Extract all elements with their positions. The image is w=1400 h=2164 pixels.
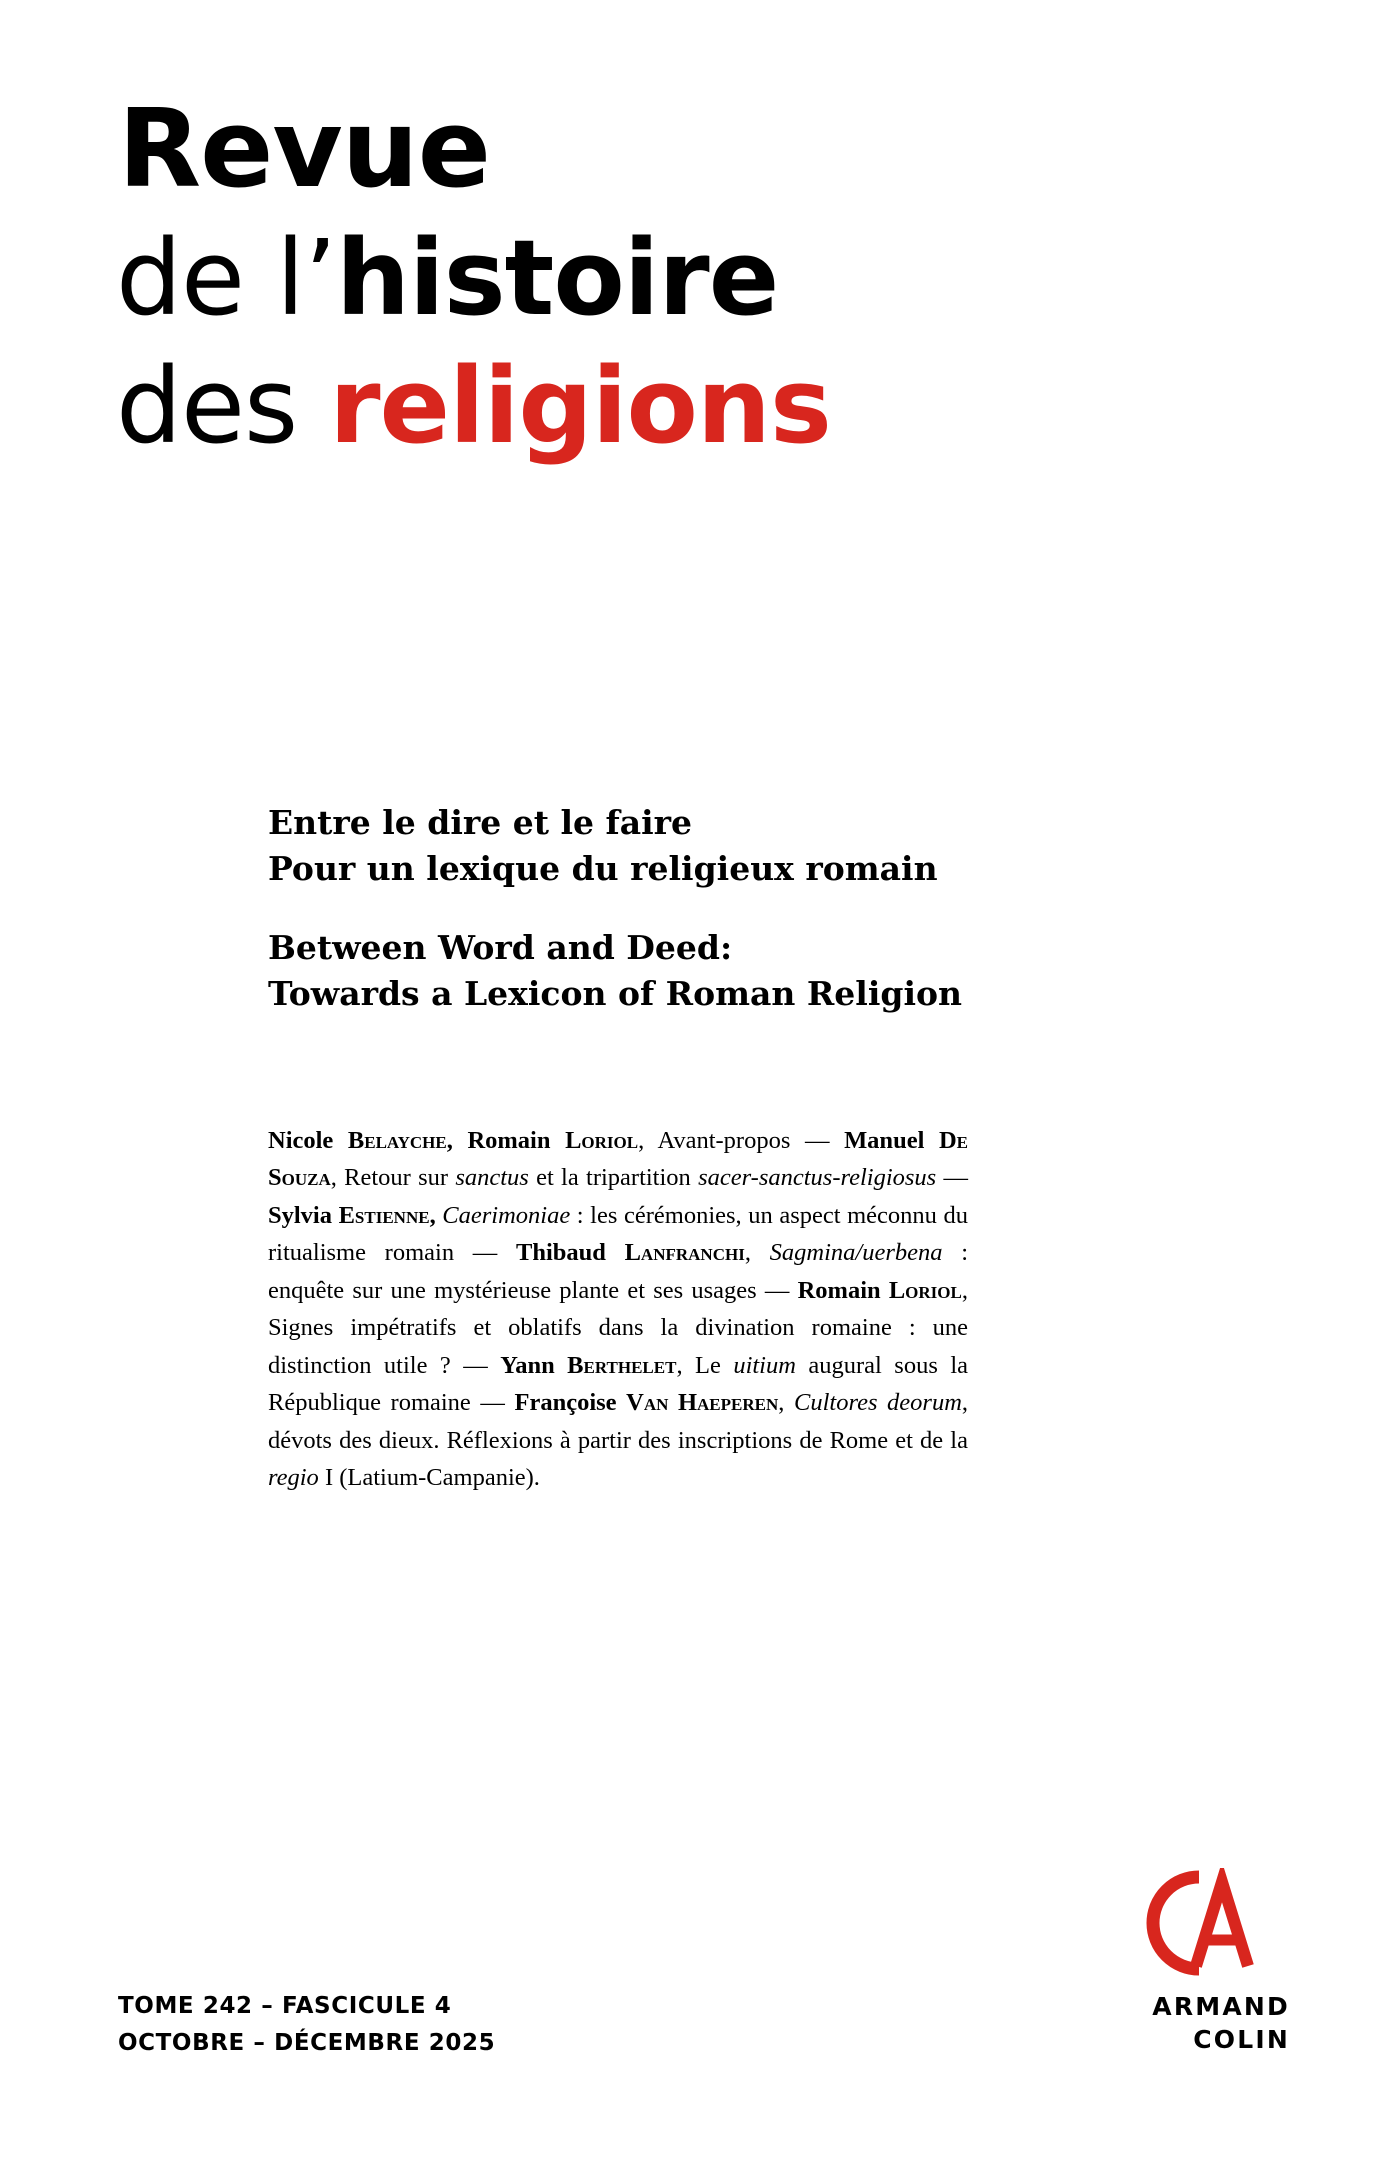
- masthead-word-des: des: [116, 345, 330, 467]
- toc-separator: —: [463, 1351, 501, 1379]
- title-french-line2: Pour un lexique du religieux romain: [268, 848, 938, 888]
- title-french: [268, 800, 1168, 891]
- toc-entry: Thibaud Lanfranchi, Sagmina/uerbena : enquête sur une mystérieuse plante et ses usages: [268, 1239, 969, 1304]
- toc-separator: —: [472, 1239, 516, 1267]
- table-of-contents: [268, 1122, 968, 1497]
- issue-number: TOME 242 – FASCICULE 4: [118, 1993, 452, 2019]
- publisher-name-line1: ARMAND: [1152, 1992, 1290, 2021]
- masthead-word-religions: religions: [329, 345, 831, 467]
- masthead-word-revue: Revue: [118, 87, 490, 212]
- masthead: [116, 87, 1126, 467]
- title-french-line1: Entre le dire et le faire: [268, 803, 693, 842]
- masthead-word-de-l: de l’: [116, 217, 337, 339]
- issue-date: OCTOBRE – DÉCEMBRE 2025: [118, 2030, 496, 2057]
- title-english-line1: Between Word and Deed:: [268, 928, 733, 968]
- toc-entry: Yann Berthelet, Le uitium augural sous la République romaine: [268, 1351, 969, 1417]
- masthead-word-histoire: histoire: [336, 217, 779, 339]
- toc-entry: Manuel De Souza, Retour sur sanctus et la tripartition sacer-sanctus-religiosus: [268, 1127, 968, 1192]
- toc-entry: Romain Loriol, Signes impétratifs et oblatifs dans la divination romaine : une distinction utile ?: [268, 1276, 968, 1379]
- armand-colin-mark-icon: [1138, 1868, 1256, 1978]
- toc-separator: —: [804, 1127, 845, 1154]
- issue-info: [118, 1988, 495, 2063]
- title-english: [268, 925, 1168, 1016]
- toc-separator: —: [480, 1389, 515, 1417]
- toc-separator: —: [943, 1164, 968, 1192]
- title-english-line2: Towards a Lexicon of Roman Religion: [268, 973, 962, 1013]
- issue-titles: [268, 800, 1168, 1016]
- publisher-logo: [1102, 1868, 1292, 2056]
- masthead-line-revue: [118, 87, 1126, 212]
- toc-separator: —: [764, 1276, 798, 1304]
- publisher-name: [1102, 1990, 1292, 2056]
- toc-entry: Françoise Van Haeperen, Cultores deorum, dévots des dieux. Réflexions à partir des inscriptions de Rome et de la regio I (Latium-Campanie).: [268, 1389, 969, 1492]
- toc-entry: Sylvia Estienne, Caerimoniae : les cérémonies, un aspect méconnu du ritualisme romain: [268, 1201, 968, 1267]
- toc-entry: Nicole Belayche, Romain Loriol, Avant-propos: [268, 1127, 791, 1154]
- masthead-line-religions: [116, 345, 1126, 467]
- publisher-name-line2: COLIN: [1193, 2025, 1290, 2054]
- masthead-line-histoire: [116, 217, 1126, 339]
